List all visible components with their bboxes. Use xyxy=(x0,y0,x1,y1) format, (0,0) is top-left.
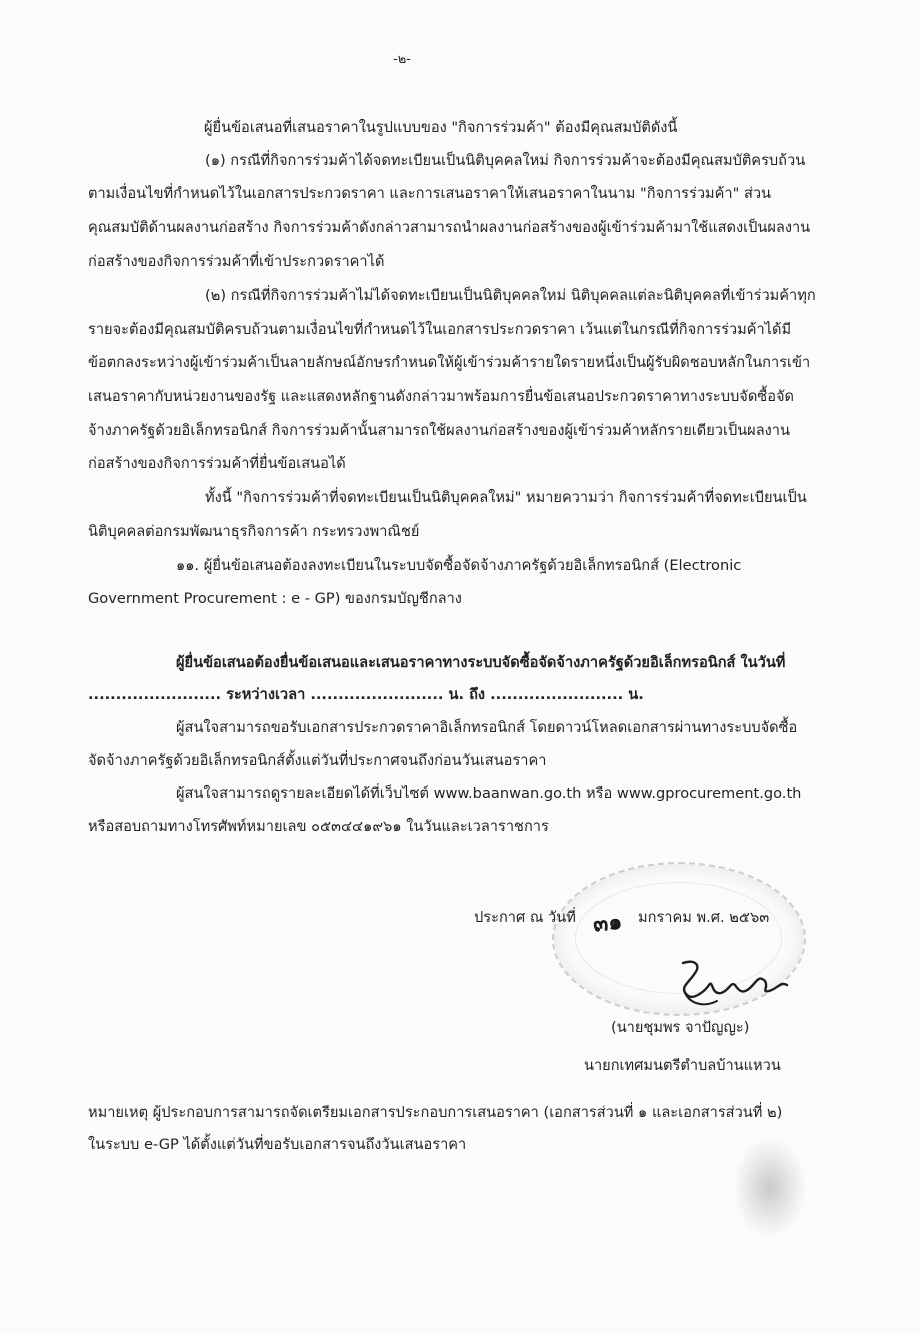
jv-definition-line2: นิติบุคคลต่อกรมพัฒนาธุรกิจการค้า กระทรวงพาณิชย์ xyxy=(88,523,420,540)
jv-case2-line4: เสนอราคากับหน่วยงานของรัฐ และแสดงหลักฐานดังกล่าวมาพร้อมการยื่นข้อเสนอประกวดราคาทางระบบจัดซื้อจัด xyxy=(88,388,795,405)
jv-case1-line2: ตามเงื่อนไขที่กำหนดไว้ในเอกสารประกวดราคา และการเสนอราคาให้เสนอราคาในนาม "กิจการร่วมค้า" ส่วน xyxy=(88,185,772,202)
note-line2: ในระบบ e-GP ได้ตั้งแต่วันที่ขอรับเอกสารจนถึงวันเสนอราคา xyxy=(88,1136,467,1153)
jv-case2-line2: รายจะต้องมีคุณสมบัติครบถ้วนตามเงื่อนไขที่กำหนดไว้ในเอกสารประกวดราคา เว้นแต่ในกรณีที่กิจการร่วมค้าได้มี xyxy=(88,321,792,338)
jv-case1-line3: คุณสมบัติด้านผลงานก่อสร้าง กิจการร่วมค้าดังกล่าวสามารถนำผลงานก่อสร้างของผู้เข้าร่วมค้ามาใช้แสดงเป็นผลงาน xyxy=(88,219,811,236)
scan-smudge xyxy=(735,1140,805,1235)
jv-case2-line1: (๒) กรณีที่กิจการร่วมค้าไม่ได้จดทะเบียนเป็นนิติบุคคลใหม่ นิติบุคคลแต่ละนิติบุคคลที่เข้าร่วมค้าทุก xyxy=(205,287,816,304)
submission-line1: ผู้ยื่นข้อเสนอต้องยื่นข้อเสนอและเสนอราคาทางระบบจัดซื้อจัดจ้างภาครัฐด้วยอิเล็กทรอนิกส์ ในวันที่ xyxy=(176,654,786,671)
signer-name: (นายชุมพร จาปัญญะ) xyxy=(611,1019,750,1036)
note-line1: หมายเหตุ ผู้ประกอบการสามารถจัดเตรียมเอกสารประกอบการเสนอราคา (เอกสารส่วนที่ ๑ และเอกสารส่วนที่ ๒) xyxy=(88,1104,783,1121)
announce-date-suffix: มกราคม พ.ศ. ๒๕๖๓ xyxy=(638,909,770,926)
jv-intro: ผู้ยื่นข้อเสนอที่เสนอราคาในรูปแบบของ "กิจการร่วมค้า" ต้องมีคุณสมบัติดังนี้ xyxy=(204,119,678,136)
announce-day-handwritten: ๓๑ xyxy=(591,908,624,938)
announce-date-prefix: ประกาศ ณ วันที่ xyxy=(474,909,576,926)
clause-11-line2: Government Procurement : e - GP) ของกรมบัญชีกลาง xyxy=(88,590,462,607)
jv-case2-line6: ก่อสร้างของกิจการร่วมค้าที่ยื่นข้อเสนอได้ xyxy=(88,455,346,472)
handwritten-signature xyxy=(665,955,795,1015)
download-line2: จัดจ้างภาครัฐด้วยอิเล็กทรอนิกส์ตั้งแต่วันที่ประกาศจนถึงก่อนวันเสนอราคา xyxy=(88,752,547,769)
phone-line: หรือสอบถามทางโทรศัพท์หมายเลข ๐๕๓๔๔๑๙๖๑ ในวันและเวลาราชการ xyxy=(88,818,549,835)
download-line1: ผู้สนใจสามารถขอรับเอกสารประกวดราคาอิเล็กทรอนิกส์ โดยดาวน์โหลดเอกสารผ่านทางระบบจัดซื้อ xyxy=(176,719,798,736)
jv-case2-line3: ข้อตกลงระหว่างผู้เข้าร่วมค้าเป็นลายลักษณ์อักษรกำหนดให้ผู้เข้าร่วมค้ารายใดรายหนึ่งเป็นผู้รับผิดชอบหลักในการเข้า xyxy=(88,354,811,371)
submission-line2: ........................ ระหว่างเวลา ........................ น. ถึง ........................ น. xyxy=(88,686,644,703)
jv-case1-line4: ก่อสร้างของกิจการร่วมค้าที่เข้าประกวดราคาได้ xyxy=(88,253,385,270)
jv-case2-line5: จ้างภาครัฐด้วยอิเล็กทรอนิกส์ กิจการร่วมค้านั้นสามารถใช้ผลงานก่อสร้างของผู้เข้าร่วมค้าหลักรายเดียวเป็นผลงาน xyxy=(88,422,790,439)
website-line: ผู้สนใจสามารถดูรายละเอียดได้ที่เว็บไซต์ www.baanwan.go.th หรือ www.gprocurement.go.th xyxy=(176,785,802,802)
jv-definition-line1: ทั้งนี้ "กิจการร่วมค้าที่จดทะเบียนเป็นนิติบุคคลใหม่" หมายความว่า กิจการร่วมค้าที่จดทะเบียนเป็น xyxy=(205,489,807,506)
clause-11-line1: ๑๑. ผู้ยื่นข้อเสนอต้องลงทะเบียนในระบบจัดซื้อจัดจ้างภาครัฐด้วยอิเล็กทรอนิกส์ (Electronic xyxy=(176,557,742,574)
jv-case1-line1: (๑) กรณีที่กิจการร่วมค้าได้จดทะเบียนเป็นนิติบุคคลใหม่ กิจการร่วมค้าจะต้องมีคุณสมบัติครบถ้วน xyxy=(205,152,806,169)
signer-title: นายกเทศมนตรีตำบลบ้านแหวน xyxy=(584,1057,781,1074)
page-number: -๒- xyxy=(393,52,411,67)
